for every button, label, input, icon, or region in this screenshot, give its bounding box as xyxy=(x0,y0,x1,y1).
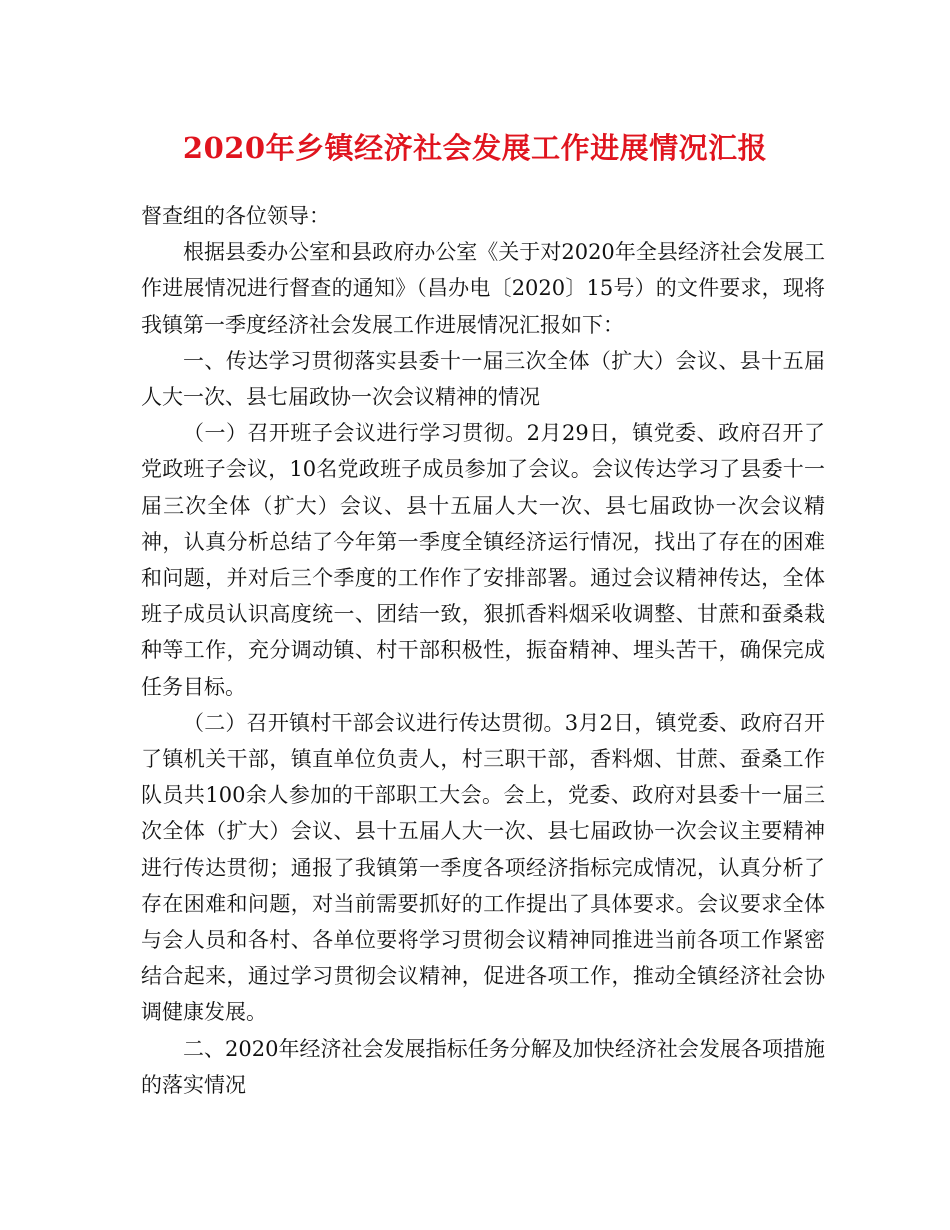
paragraph-subsection-2: （二）召开镇村干部会议进行传达贯彻。3月2日，镇党委、政府召开了镇机关干部，镇直单位负责人，村三职干部，香料烟、甘蔗、蚕桑工作队员共100余人参加的干部职工大会。会上，党委、政府对县委十一届三次全体（扩大）会议、县十五届人大一次、县七届政协一次会议主要精神进行传达贯彻；通报了我镇第一季度各项经济指标完成情况，认真分析了存在困难和问题，对当前需要抓好的工作提出了具体要求。会议要求全体与会人员和各村、各单位要将学习贯彻会议精神同推进当前各项工作紧密结合起来，通过学习贯彻会议精神，促进各项工作，推动全镇经济社会协调健康发展。 xyxy=(141,710,825,1025)
section-heading-2: 二、2020年经济社会发展指标任务分解及加快经济社会发展各项措施的落实情况 xyxy=(141,1036,825,1097)
document-body xyxy=(141,198,825,1103)
paragraph-subsection-1: （一）召开班子会议进行学习贯彻。2月29日，镇党委、政府召开了党政班子会议，10名党政班子成员参加了会议。会议传达学习了县委十一届三次全体（扩大）会议、县十五届人大一次、县七届政协一次会议精神，认真分析总结了今年第一季度全镇经济运行情况，找出了存在的困难和问题，并对后三个季度的工作作了安排部署。通过会议精神传达，全体班子成员认识高度统一、团结一致，狠抓香料烟采收调整、甘蔗和蚕桑栽种等工作，充分调动镇、村干部积极性，振奋精神、埋头苦干，确保完成任务目标。 xyxy=(141,421,825,699)
salutation: 督查组的各位领导： xyxy=(141,204,330,228)
document-title: 2020年乡镇经济社会发展工作进展情况汇报 xyxy=(182,131,768,165)
paragraph-intro: 根据县委办公室和县政府办公室《关于对2020年全县经济社会发展工作进展情况进行督查的通知》（昌办电〔2020〕15号）的文件要求，现将我镇第一季度经济社会发展工作进展情况汇报如下： xyxy=(141,240,825,337)
section-heading-1: 一、传达学习贯彻落实县委十一届三次全体（扩大）会议、县十五届人大一次、县七届政协一次会议精神的情况 xyxy=(141,348,825,410)
